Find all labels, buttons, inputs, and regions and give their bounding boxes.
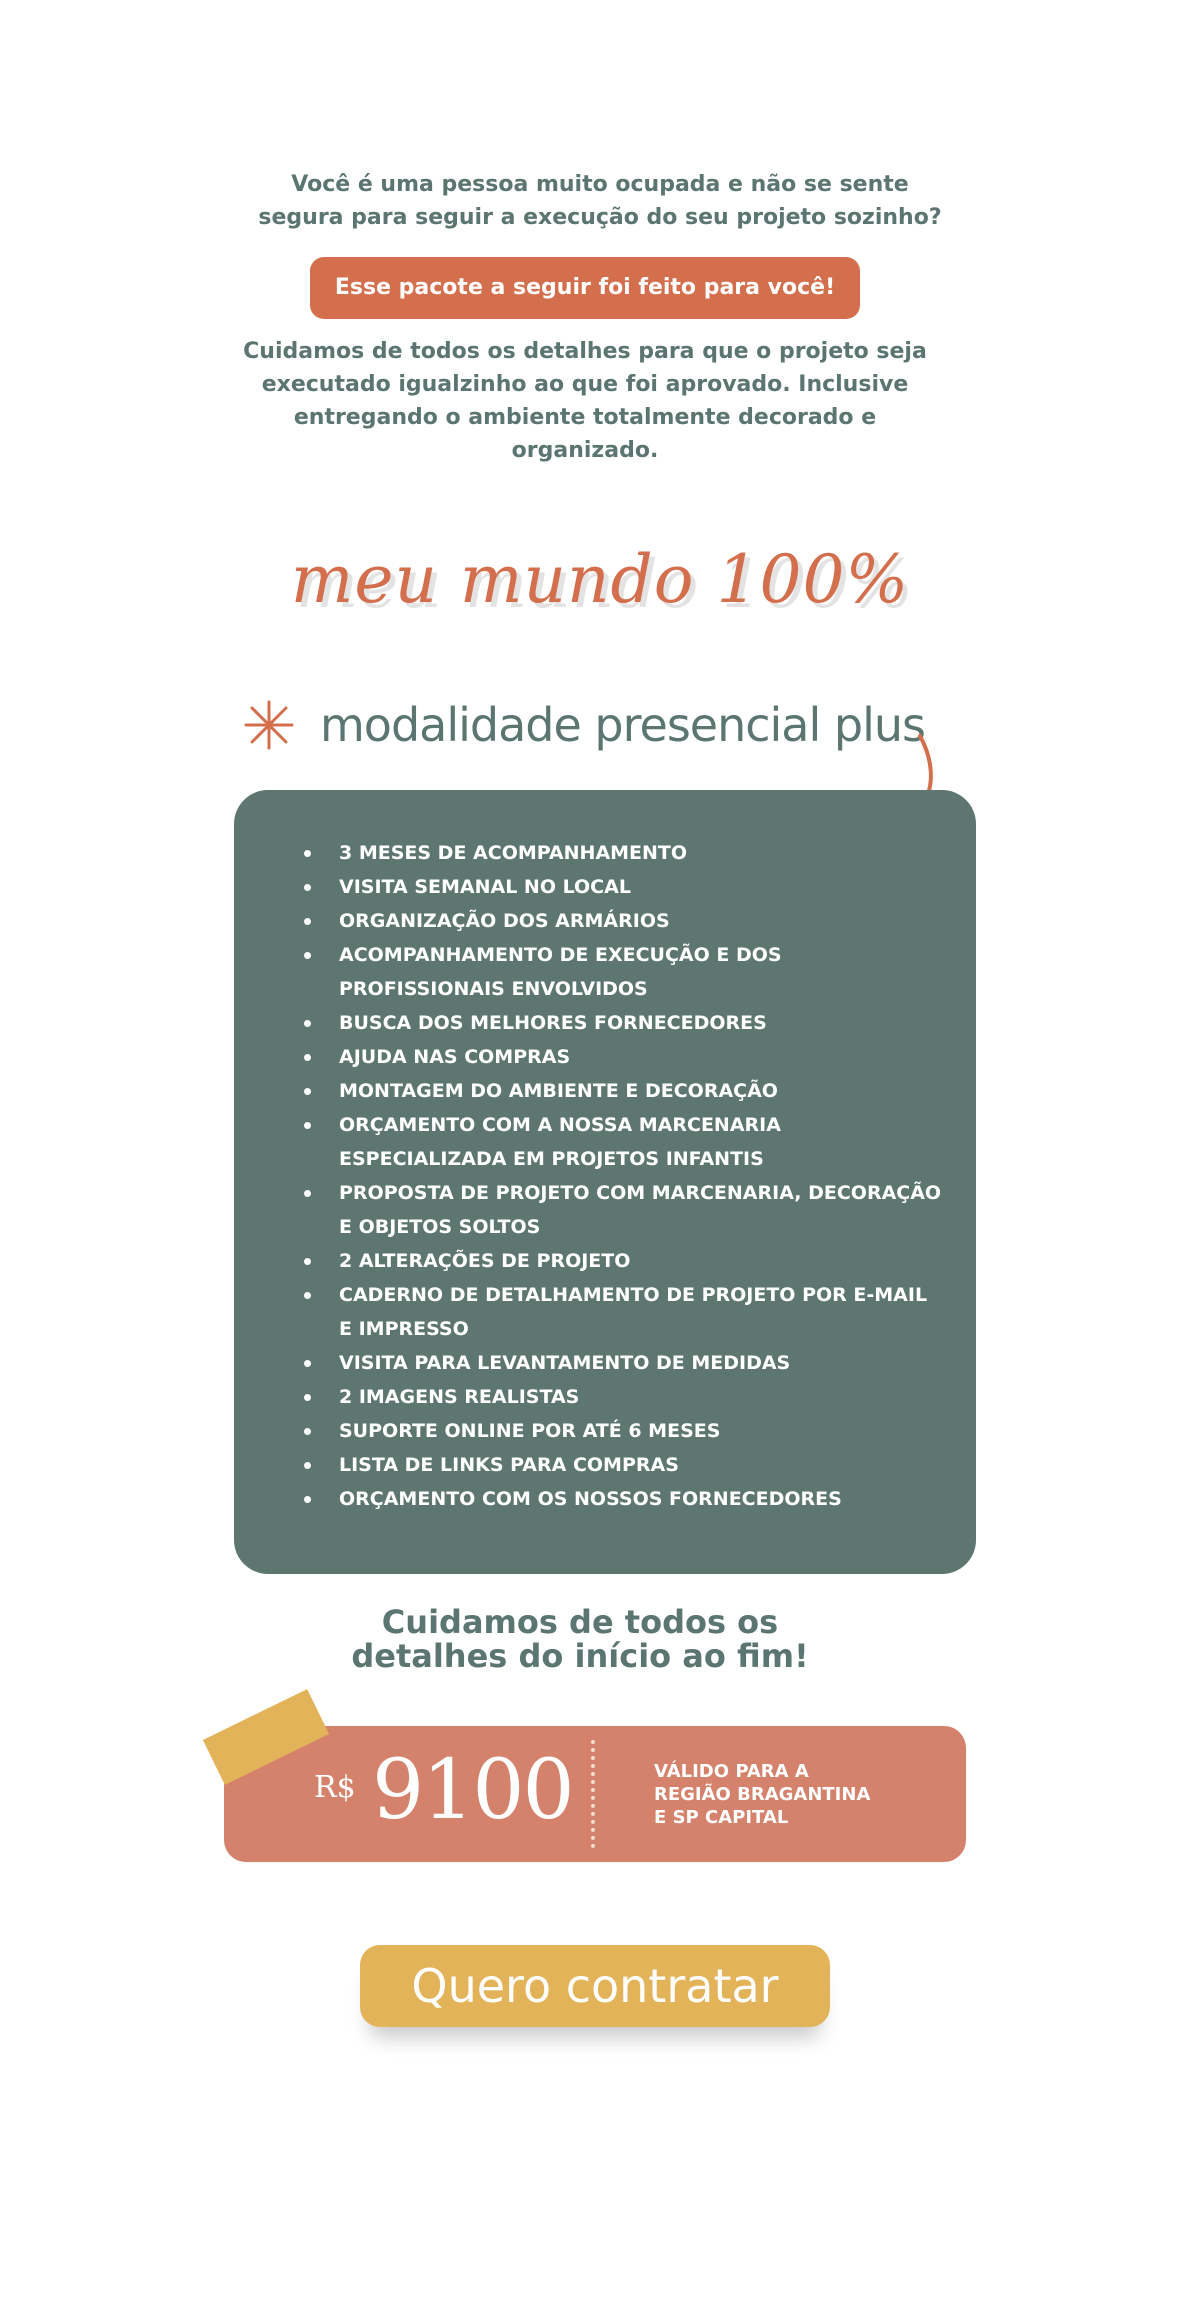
intro-question-line: segura para seguir a execução do seu projeto sozinho? — [258, 205, 942, 230]
price-note-line: E SP CAPITAL — [654, 1807, 789, 1828]
intro-details-line: organizado. — [511, 438, 659, 463]
feature-item: 2 IMAGENS REALISTAS — [304, 1380, 944, 1414]
intro-details-line: executado igualzinho ao que foi aprovado. Inclusive — [261, 372, 909, 397]
feature-item: VISITA PARA LEVANTAMENTO DE MEDIDAS — [304, 1346, 944, 1380]
intro-details-line: entregando o ambiente totalmente decorado e — [293, 405, 877, 430]
feature-item: ORGANIZAÇÃO DOS ARMÁRIOS — [304, 904, 944, 938]
feature-item: 2 ALTERAÇÕES DE PROJETO — [304, 1244, 944, 1278]
feature-item: AJUDA NAS COMPRAS — [304, 1040, 944, 1074]
modality-title: modalidade presencial plus — [320, 698, 925, 752]
feature-item: CADERNO DE DETALHAMENTO DE PROJETO POR E-MAIL E IMPRESSO — [304, 1278, 944, 1346]
brand-logo: meu mundo 100% — [290, 541, 910, 618]
feature-item: VISITA SEMANAL NO LOCAL — [304, 870, 944, 904]
price-value: 9100 — [372, 1743, 573, 1838]
intro-details-line: Cuidamos de todos os detalhes para que o projeto seja — [243, 339, 927, 364]
intro-details — [230, 335, 940, 467]
feature-item: BUSCA DOS MELHORES FORNECEDORES — [304, 1006, 944, 1040]
feature-item: ACOMPANHAMENTO DE EXECUÇÃO E DOS PROFISSIONAIS ENVOLVIDOS — [304, 938, 944, 1006]
features-card — [234, 790, 976, 1574]
feature-item: ORÇAMENTO COM A NOSSA MARCENARIA ESPECIALIZADA EM PROJETOS INFANTIS — [304, 1108, 944, 1176]
closing-heading — [300, 1605, 860, 1673]
highlight-banner: Esse pacote a seguir foi feito para você! — [310, 257, 860, 319]
price-note-line: REGIÃO BRAGANTINA — [654, 1784, 871, 1805]
modality-heading — [240, 690, 925, 760]
feature-item: LISTA DE LINKS PARA COMPRAS — [304, 1448, 944, 1482]
contract-button[interactable]: Quero contratar — [360, 1945, 830, 2027]
feature-item: 3 MESES DE ACOMPANHAMENTO — [304, 836, 944, 870]
feature-item: SUPORTE ONLINE POR ATÉ 6 MESES — [304, 1414, 944, 1448]
closing-line: Cuidamos de todos os — [381, 1603, 779, 1641]
feature-item: ORÇAMENTO COM OS NOSSOS FORNECEDORES — [304, 1482, 944, 1516]
price-divider — [591, 1740, 595, 1848]
asterisk-icon — [240, 696, 298, 754]
price-currency: R$ — [314, 1770, 356, 1805]
features-list — [304, 836, 944, 1516]
intro-question — [200, 168, 1000, 234]
price-note — [654, 1760, 914, 1829]
feature-item: MONTAGEM DO AMBIENTE E DECORAÇÃO — [304, 1074, 944, 1108]
feature-item: PROPOSTA DE PROJETO COM MARCENARIA, DECORAÇÃO E OBJETOS SOLTOS — [304, 1176, 944, 1244]
intro-question-line: Você é uma pessoa muito ocupada e não se sente — [291, 172, 909, 197]
closing-line: detalhes do início ao fim! — [351, 1637, 809, 1675]
price-note-line: VÁLIDO PARA A — [654, 1761, 809, 1782]
price-box — [224, 1726, 966, 1862]
